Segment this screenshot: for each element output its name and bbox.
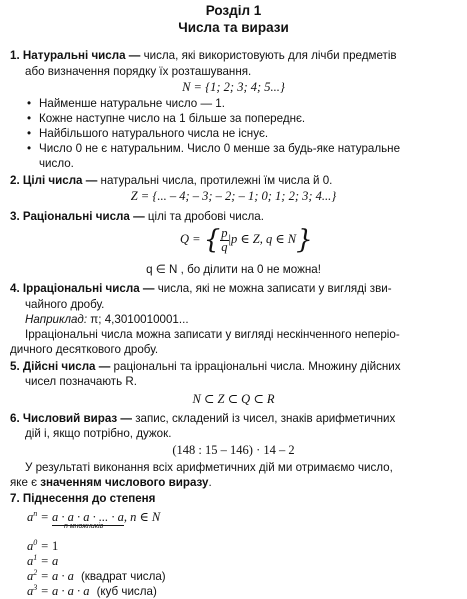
power-three: $a^3 = a \cdot a \cdot a$ (куб числа) — [27, 583, 157, 599]
section-2-text: натуральні числа, протилежні їм числа й 0. — [97, 174, 333, 187]
chapter-subtitle: Числа та вирази — [178, 20, 289, 35]
section-6-heading: 6. Числовий вираз — — [10, 412, 133, 425]
section-4-text-1: числа, які не можна записати у вигляді зви- — [154, 282, 392, 295]
section-3-text: цілі та дробові числа. — [144, 210, 264, 223]
power-condition: , n ∈ N — [123, 510, 161, 525]
fraction-p-over-q — [220, 227, 228, 254]
section-4-text-3: Ірраціональні числа можна записати у вигляді нескінченного неперіо- — [25, 328, 400, 341]
integers-set: Z = {... – 4; – 3; – 2; – 1; 0; 1; 2; 3; 4...} — [130, 189, 337, 203]
example-values: π; 4,3010010001... — [87, 313, 189, 326]
section-5-heading: 5. Дійсні числа — — [10, 360, 111, 373]
power-zero-value: 1 — [51, 539, 59, 554]
section-1-line-1 — [10, 48, 397, 63]
such-that-bar: | — [228, 232, 232, 246]
power-two: $a^2 = a \cdot a$ (квадрат числа) — [27, 568, 166, 584]
cube-note: (куб числа) — [96, 585, 157, 599]
rational-set-condition: p ∈ Z, q ∈ N — [231, 232, 297, 246]
power-two-value: a · a — [51, 569, 74, 584]
left-brace: { — [203, 225, 221, 256]
section-6-text-1: запис, складений із чисел, знаків арифметичних — [132, 412, 396, 425]
fraction-denominator: q — [221, 239, 228, 254]
example-label: Наприклад: — [25, 313, 88, 326]
natural-numbers-set: N = {1; 2; 3; 4; 5...} — [182, 80, 285, 94]
section-4-text-2: чайного дробу. — [25, 298, 105, 311]
bullet-item: • Найбільшого натурального числа не існує. — [25, 126, 268, 141]
chapter-title: Розділ 1 — [205, 3, 262, 18]
section-2-line — [10, 173, 332, 188]
power-zero: $a^0 = 1$ — [27, 538, 59, 554]
factor-count-label: n множників — [64, 523, 104, 530]
section-6-text-4a: яке є — [10, 476, 41, 489]
fraction-numerator: p — [221, 225, 228, 240]
section-5-line-1 — [10, 359, 401, 374]
section-5-text-2: чисел позначають R. — [25, 375, 137, 388]
right-brace: } — [296, 225, 313, 256]
section-6-line-1 — [10, 411, 395, 426]
section-2-heading: 2. Цілі числа — — [10, 174, 98, 187]
section-1-text-1: числа, які використовують для лічби предметів — [140, 49, 397, 62]
section-4-heading: 4. Ірраціональні числа — — [10, 282, 155, 295]
bullet-item: • Кожне наступне число на 1 більше за попереднє. — [25, 111, 305, 126]
numeric-expression-example: (148 : 15 – 146) · 14 – 2 — [172, 443, 295, 457]
division-by-zero-note: q ∈ N , бо ділити на 0 не можна! — [146, 263, 321, 276]
power-product: a · a · a · ... · a — [51, 510, 124, 525]
section-3-line — [10, 209, 264, 224]
section-4-text-4: дичного десяткового дробу. — [10, 343, 159, 356]
section-7-heading: 7. Піднесення до степеня — [10, 492, 156, 505]
section-6-text-4 — [10, 475, 212, 490]
power-one-value: a — [51, 554, 59, 569]
section-4-line-1 — [10, 281, 392, 296]
bullet-item-continuation: число. — [39, 157, 74, 170]
section-5-text-1: раціональні та ірраціональні числа. Множину дійсних — [110, 360, 401, 373]
square-note: (квадрат числа) — [80, 570, 166, 584]
rational-set-lhs: Q = — [180, 232, 201, 246]
section-6-text-4c: . — [208, 476, 212, 489]
section-1-text-2: або визначення порядку їх розташування. — [25, 65, 252, 78]
power-definition: $a^n = a \cdot a \cdot a$ · ... · a, n ∈ N — [27, 509, 161, 525]
section-4-example — [25, 312, 189, 327]
section-6-text-3: У результаті виконання всіх арифметичних дій ми отримаємо число, — [25, 461, 393, 474]
section-3-heading: 3. Раціональні числа — — [10, 210, 145, 223]
bullet-item: • Найменше натуральне число — 1. — [25, 96, 225, 111]
power-three-value: a · a · a — [51, 584, 90, 599]
expression-value-term: значенням числового виразу — [40, 476, 209, 489]
section-6-text-2: дій і, якщо потрібно, дужок. — [25, 427, 172, 440]
number-sets-inclusion: N ⊂ Z ⊂ Q ⊂ R — [192, 392, 275, 406]
rational-numbers-set — [180, 226, 313, 254]
bullet-item: • Число 0 не є натуральним. Число 0 менше за будь-яке натуральне — [25, 141, 400, 156]
section-1-heading: 1. Натуральні числа — — [10, 49, 141, 62]
power-one: $a^1 = a$ — [27, 553, 59, 569]
